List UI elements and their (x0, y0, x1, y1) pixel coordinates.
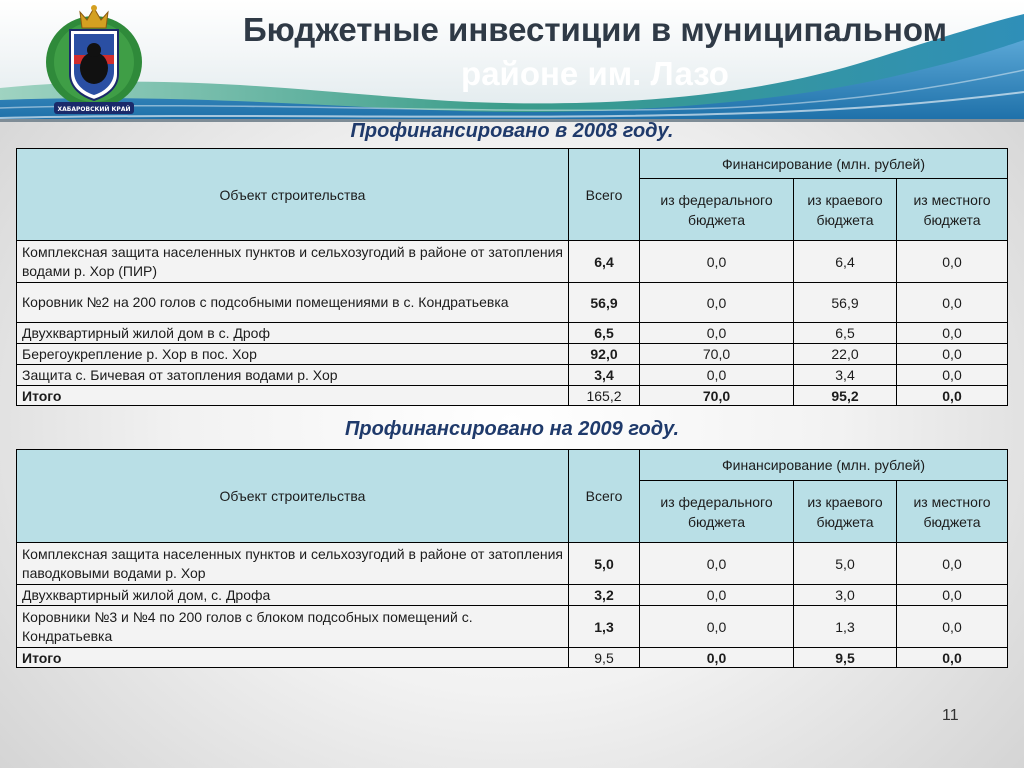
header-object: Объект строительства (17, 450, 569, 543)
total-cell: 6,5 (569, 323, 640, 344)
regional-cell: 5,0 (794, 543, 897, 585)
federal-cell: 0,0 (640, 585, 794, 606)
slide-title (185, 8, 1005, 96)
total-row (17, 386, 1008, 406)
header-local: из местного бюджета (897, 179, 1008, 241)
header-local: из местного бюджета (897, 481, 1008, 543)
object-cell: Двухквартирный жилой дом в с. Дроф (17, 323, 569, 344)
regional-cell: 95,2 (794, 386, 897, 406)
object-cell: Берегоукрепление р. Хор в пос. Хор (17, 344, 569, 365)
federal-cell: 0,0 (640, 365, 794, 386)
total-label: Итого (17, 386, 569, 406)
header-federal: из федерального бюджета (640, 179, 794, 241)
header-object: Объект строительства (17, 149, 569, 241)
header-federal: из федерального бюджета (640, 481, 794, 543)
caption-2009: Профинансировано на 2009 году. (344, 418, 680, 440)
object-cell: Комплексная защита населенных пунктов и сельхозугодий в районе от затопления паводковыми водами р. Хор (17, 543, 569, 585)
federal-cell: 70,0 (640, 386, 794, 406)
local-cell: 0,0 (897, 648, 1008, 668)
local-cell: 0,0 (897, 344, 1008, 365)
table-row (17, 283, 1008, 323)
header-regional: из краевого бюджета (794, 179, 897, 241)
slide-header (0, 0, 1024, 122)
regional-cell: 6,5 (794, 323, 897, 344)
regional-cell: 3,4 (794, 365, 897, 386)
header-total: Всего (569, 450, 640, 543)
federal-cell: 0,0 (640, 283, 794, 323)
local-cell: 0,0 (897, 283, 1008, 323)
local-cell: 0,0 (897, 386, 1008, 406)
slide-title-line1: Бюджетные инвестиции в муниципальном (242, 11, 948, 48)
table-row (17, 323, 1008, 344)
total-cell: 5,0 (569, 543, 640, 585)
financing-table-2009 (16, 449, 1008, 668)
slide-title-line2: районе им. Лазо (461, 55, 729, 92)
federal-cell: 0,0 (640, 241, 794, 283)
object-cell: Комплексная защита населенных пунктов и сельхозугодий в районе от затопления водами р. Хор (ПИР) (17, 241, 569, 283)
coat-of-arms-icon (40, 0, 148, 118)
regional-cell: 9,5 (794, 648, 897, 668)
object-cell: Коровник №2 на 200 голов с подсобными помещениями в с. Кондратьевка (17, 283, 569, 323)
total-cell: 3,2 (569, 585, 640, 606)
financing-table-2008 (16, 148, 1008, 406)
table-row (17, 585, 1008, 606)
object-cell: Двухквартирный жилой дом, с. Дрофа (17, 585, 569, 606)
regional-cell: 1,3 (794, 606, 897, 648)
local-cell: 0,0 (897, 323, 1008, 344)
federal-cell: 70,0 (640, 344, 794, 365)
table-row (17, 543, 1008, 585)
federal-cell: 0,0 (640, 648, 794, 668)
federal-cell: 0,0 (640, 606, 794, 648)
total-label: Итого (17, 648, 569, 668)
regional-cell: 22,0 (794, 344, 897, 365)
local-cell: 0,0 (897, 241, 1008, 283)
table-row (17, 241, 1008, 283)
total-cell: 165,2 (569, 386, 640, 406)
regional-cell: 56,9 (794, 283, 897, 323)
header-total: Всего (569, 149, 640, 241)
total-row (17, 648, 1008, 668)
header-regional: из краевого бюджета (794, 481, 897, 543)
local-cell: 0,0 (897, 365, 1008, 386)
local-cell: 0,0 (897, 543, 1008, 585)
total-cell: 1,3 (569, 606, 640, 648)
federal-cell: 0,0 (640, 323, 794, 344)
header-financing: Финансирование (млн. рублей) (640, 450, 1008, 481)
total-cell: 3,4 (569, 365, 640, 386)
table-row (17, 344, 1008, 365)
table-row (17, 365, 1008, 386)
svg-text:ХАБАРОВСКИЙ КРАЙ: ХАБАРОВСКИЙ КРАЙ (57, 106, 131, 113)
regional-cell: 3,0 (794, 585, 897, 606)
total-cell: 6,4 (569, 241, 640, 283)
object-cell: Коровники №3 и №4 по 200 голов с блоком подсобных помещений с. Кондратьевка (17, 606, 569, 648)
total-cell: 9,5 (569, 648, 640, 668)
page-number: 11 (942, 707, 959, 724)
local-cell: 0,0 (897, 585, 1008, 606)
table-row (17, 606, 1008, 648)
regional-cell: 6,4 (794, 241, 897, 283)
caption-2008: Профинансировано в 2008 году. (350, 120, 674, 142)
object-cell: Защита с. Бичевая от затопления водами р. Хор (17, 365, 569, 386)
total-cell: 56,9 (569, 283, 640, 323)
total-cell: 92,0 (569, 344, 640, 365)
local-cell: 0,0 (897, 606, 1008, 648)
federal-cell: 0,0 (640, 543, 794, 585)
header-financing: Финансирование (млн. рублей) (640, 149, 1008, 179)
